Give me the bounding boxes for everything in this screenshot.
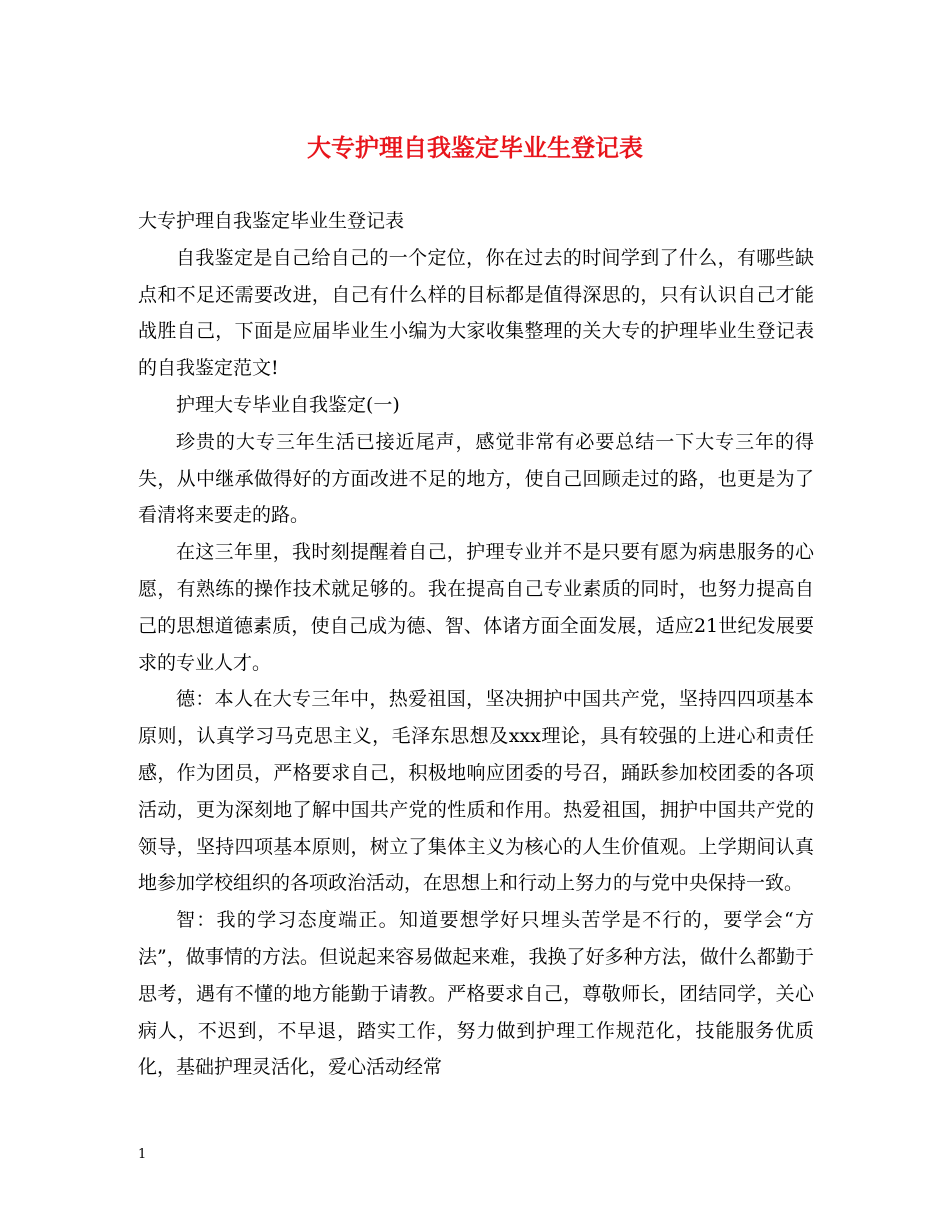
document-title: 大专护理自我鉴定毕业生登记表	[307, 133, 643, 162]
document-body	[138, 203, 814, 1086]
paragraph: 珍贵的大专三年生活已接近尾声，感觉非常有必要总结一下大专三年的得失，从中继承做得好的方面改进不足的地方，使自己回顾走过的路，也更是为了看清将来要走的路。	[138, 430, 814, 527]
page-number: 1	[138, 1147, 147, 1162]
paragraph-section-heading: 护理大专毕业自我鉴定(一)	[176, 393, 400, 416]
paragraph-intro: 自我鉴定是自己给自己的一个定位，你在过去的时间学到了什么，有哪些缺点和不足还需要改进，自己有什么样的目标都是值得深思的，只有认识自己才能战胜自己，下面是应届毕业生小编为大家收集整理的关大专的护理毕业生登记表的自我鉴定范文!	[138, 246, 814, 380]
paragraph-subtitle: 大专护理自我鉴定毕业生登记表	[138, 210, 405, 232]
paragraph: 在这三年里，我时刻提醒着自己，护理专业并不是只要有愿为病患服务的心愿，有熟练的操作技术就足够的。我在提高自己专业素质的同时，也努力提高自己的思想道德素质，使自己成为德、智、体诸方面全面发展，适应21世纪发展要求的专业人才。	[138, 541, 814, 674]
paragraph: 德：本人在大专三年中，热爱祖国，坚决拥护中国共产党，坚持四四项基本原则，认真学习马克思主义，毛泽东思想及xxx理论，具有较强的上进心和责任感，作为团员，严格要求自己，积极地响应团委的号召，踊跃参加校团委的各项活动，更为深刻地了解中国共产党的性质和作用。热爱祖国，拥护中国共产党的领导，坚持四项基本原则，树立了集体主义为核心的人生价值观。上学期间认真地参加学校组织的各项政治活动，在思想上和行动上努力的与党中央保持一致。	[138, 688, 814, 895]
paragraph: 智：我的学习态度端正。知道要想学好只埋头苦学是不行的，要学会“方法”，做事情的方法。但说起来容易做起来难，我换了好多种方法，做什么都勤于思考，遇有不懂的地方能勤于请教。严格要求自己，尊敬师长，团结同学，关心病人，不迟到，不早退，踏实工作，努力做到护理工作规范化，技能服务优质化，基础护理灵活化，爱心活动经常	[138, 909, 814, 1079]
